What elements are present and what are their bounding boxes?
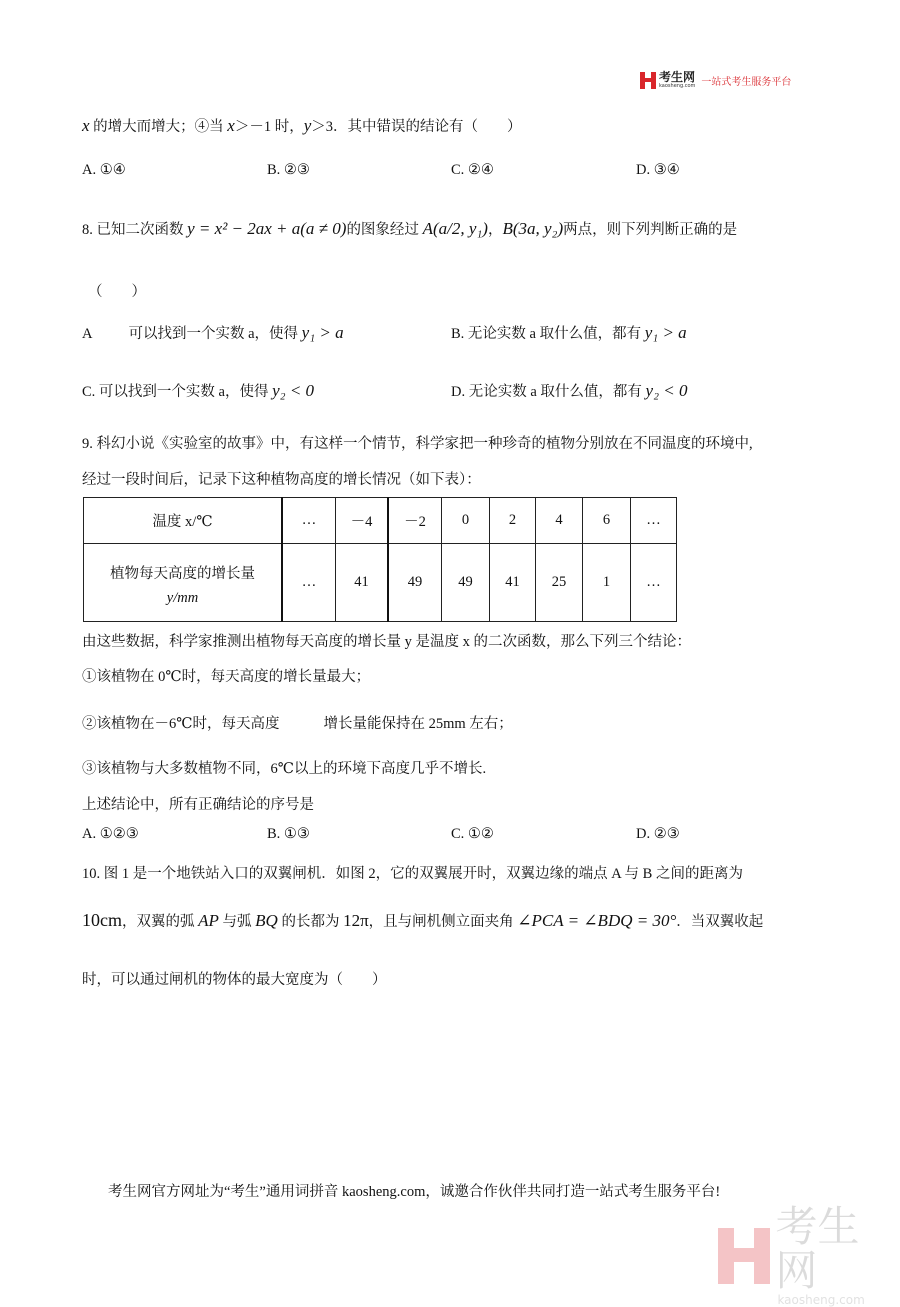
watermark-logo-icon	[718, 1228, 769, 1284]
q9-option-d: D. ②③	[636, 826, 680, 842]
q8-stem: 8. 已知二次函数 y = x² − 2ax + a(a ≠ 0)的图象经过 A(a/2, y₁)，B(3a, y₂)两点，则下列判断正确的是	[82, 219, 738, 238]
q7-option-b: B. ②③	[267, 162, 310, 178]
q9-after: 由这些数据，科学家推测出植物每天高度的增长量 y 是温度 x 的二次函数，那么下列三个结论：	[82, 634, 691, 650]
q8-option-b: B. 无论实数 a 取什么值，都有 y₁ > a	[451, 323, 687, 342]
q9-option-c: C. ①②	[451, 826, 494, 842]
q7-option-a: A. ①④	[82, 162, 126, 178]
watermark: 考生网 kaosheng.com	[718, 1205, 900, 1307]
footer-text: 考生网官方网址为“考生”通用词拼音 kaosheng.com，诚邀合作伙伴共同打造一站式考生服务平台!	[108, 1184, 721, 1200]
q10-line3: 时，可以通过闸机的物体的最大宽度为（ ）	[82, 972, 387, 988]
q7-tail: x 的增大而增大；④当 x＞－1 时，y＞3．其中错误的结论有（ ）	[82, 116, 522, 135]
q10-line2: 10cm，双翼的弧 AP 与弧 BQ 的长都为 12π，且与闸机侧立面夹角 ∠PCA = ∠BDQ = 30°．当双翼收起	[82, 910, 764, 930]
q7-option-c: C. ②④	[451, 162, 494, 178]
site-logo: 考生网 kaosheng.com 一站式考生服务平台	[640, 72, 791, 89]
q8-option-c: C. 可以找到一个实数 a，使得 y₂ < 0	[82, 381, 315, 400]
q9-conclusion-3: ③该植物与大多数植物不同，6℃以上的环境下高度几乎不增长.	[82, 761, 487, 777]
q9-option-b: B. ①③	[267, 826, 310, 842]
slogan: 一站式考生服务平台	[701, 77, 792, 88]
q9-line2: 经过一段时间后，记录下这种植物高度的增长情况（如下表）：	[82, 472, 481, 488]
q9-line1: 9. 科幻小说《实验室的故事》中，有这样一个情节，科学家把一种珍奇的植物分别放在不同温度的环境中,	[82, 436, 753, 452]
q8-paren: （ ）	[88, 284, 146, 300]
q7-option-d: D. ③④	[636, 162, 680, 178]
logo-mark-icon	[640, 72, 656, 89]
q8-option-d: D. 无论实数 a 取什么值，都有 y₂ < 0	[451, 381, 688, 400]
q10-line1: 10. 图 1 是一个地铁站入口的双翼闸机．如图 2，它的双翼展开时，双翼边缘的端点 A 与 B 之间的距离为	[82, 866, 743, 882]
q8-option-a: A 可以找到一个实数 a，使得 y₁ > a	[82, 323, 344, 342]
table-row-growth: 植物每天高度的增长量 y/mm … 41 49 49 41 25 1 …	[84, 544, 677, 622]
data-table	[83, 497, 677, 622]
q9-option-a: A. ①②③	[82, 826, 139, 842]
q9-conclusion-2: ②该植物在－6℃时，每天高度 增长量能保持在 25mm 左右；	[82, 716, 513, 732]
table-row-temperature: 温度 x/℃ … －4 －2 0 2 4 6 …	[84, 498, 677, 544]
q9-conclusion-1: ①该植物在 0℃时，每天高度的增长量最大；	[82, 669, 371, 685]
q9-ask: 上述结论中，所有正确结论的序号是	[82, 797, 314, 813]
